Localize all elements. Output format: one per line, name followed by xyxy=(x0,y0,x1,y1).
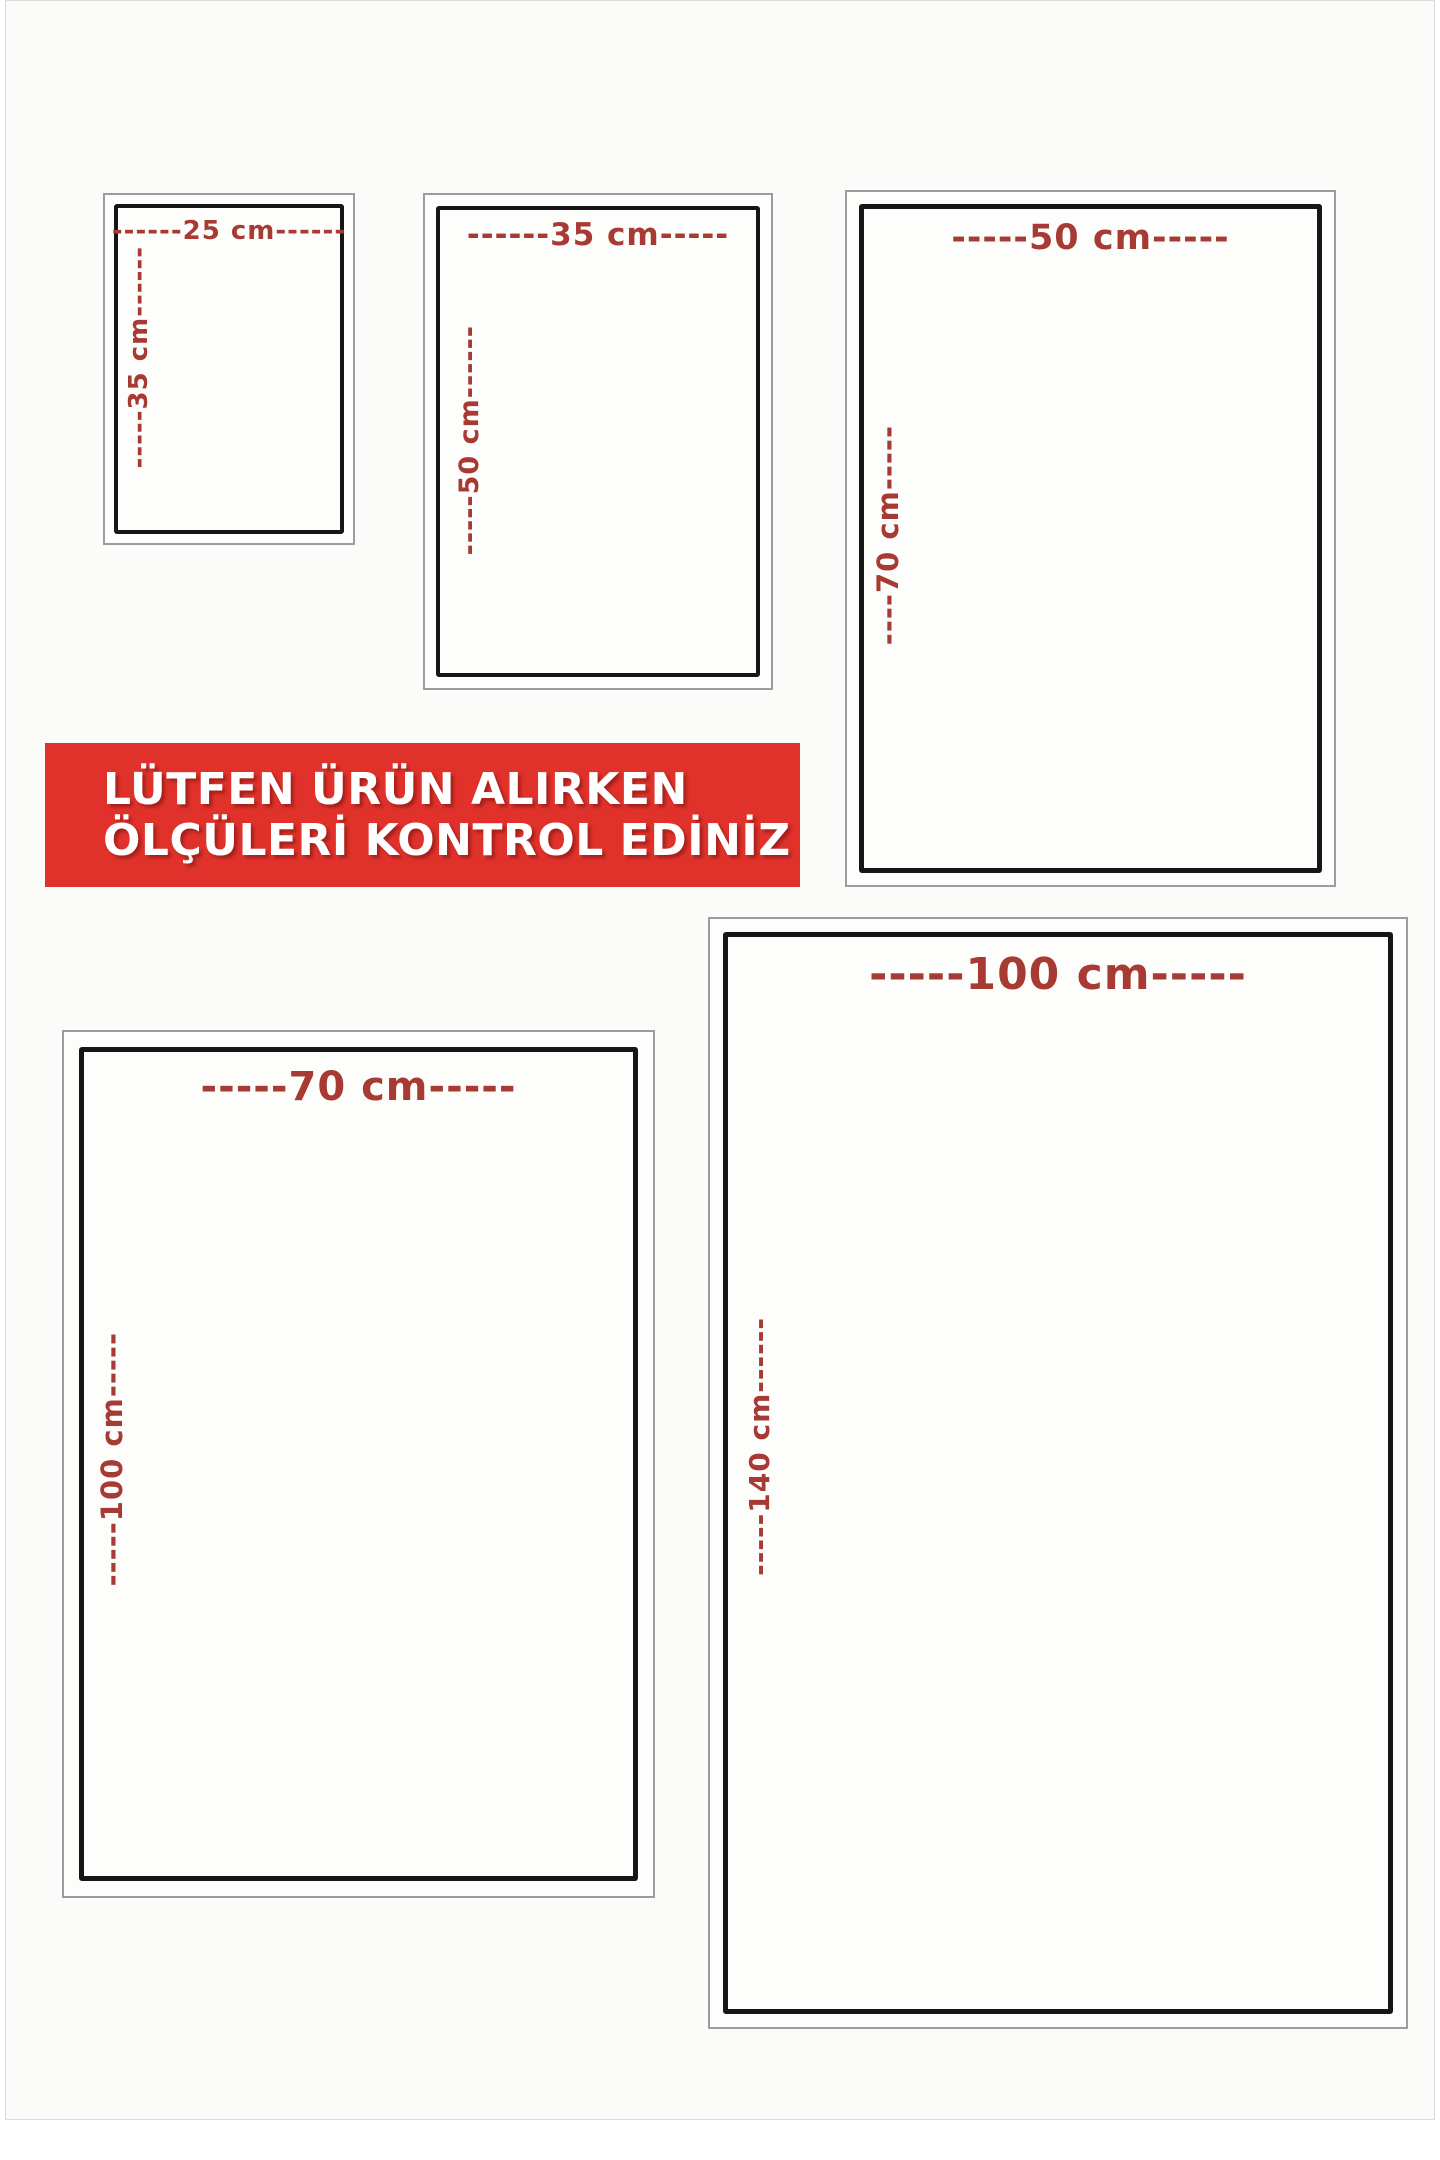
size-box-35x50-frame xyxy=(436,206,760,677)
size-box-70x100-frame xyxy=(79,1047,638,1881)
size-box-25x35 xyxy=(103,193,355,545)
size-box-100x140-frame xyxy=(723,932,1393,2014)
warning-banner-line-1: LÜTFEN ÜRÜN ALIRKEN xyxy=(103,763,688,815)
size-box-50x70-width-label: -----50 cm----- xyxy=(951,218,1230,258)
size-box-70x100 xyxy=(62,1030,655,1898)
size-box-70x100-width-label: -----70 cm----- xyxy=(200,1064,517,1110)
size-box-50x70-height-label: ----70 cm----- xyxy=(871,425,905,646)
size-box-70x100-height-label: -----100 cm----- xyxy=(95,1332,129,1587)
size-box-35x50 xyxy=(423,193,773,690)
size-box-25x35-height-label: -----35 cm------ xyxy=(124,246,154,469)
size-box-100x140-width-label: -----100 cm----- xyxy=(869,949,1247,1000)
size-box-25x35-frame xyxy=(111,204,347,534)
size-box-100x140 xyxy=(708,917,1408,2029)
size-box-50x70-frame xyxy=(859,204,1322,873)
size-box-25x35-width-label: ------25 cm------ xyxy=(111,216,347,246)
warning-banner-line-2: ÖLÇÜLERİ KONTROL EDİNİZ xyxy=(103,814,791,866)
size-box-35x50-height-label: -----50 cm------ xyxy=(454,325,485,556)
size-box-100x140-height-label: -----140 cm------ xyxy=(743,1317,776,1576)
warning-banner xyxy=(45,743,800,887)
size-box-35x50-width-label: ------35 cm----- xyxy=(466,217,730,253)
size-box-50x70 xyxy=(845,190,1336,887)
